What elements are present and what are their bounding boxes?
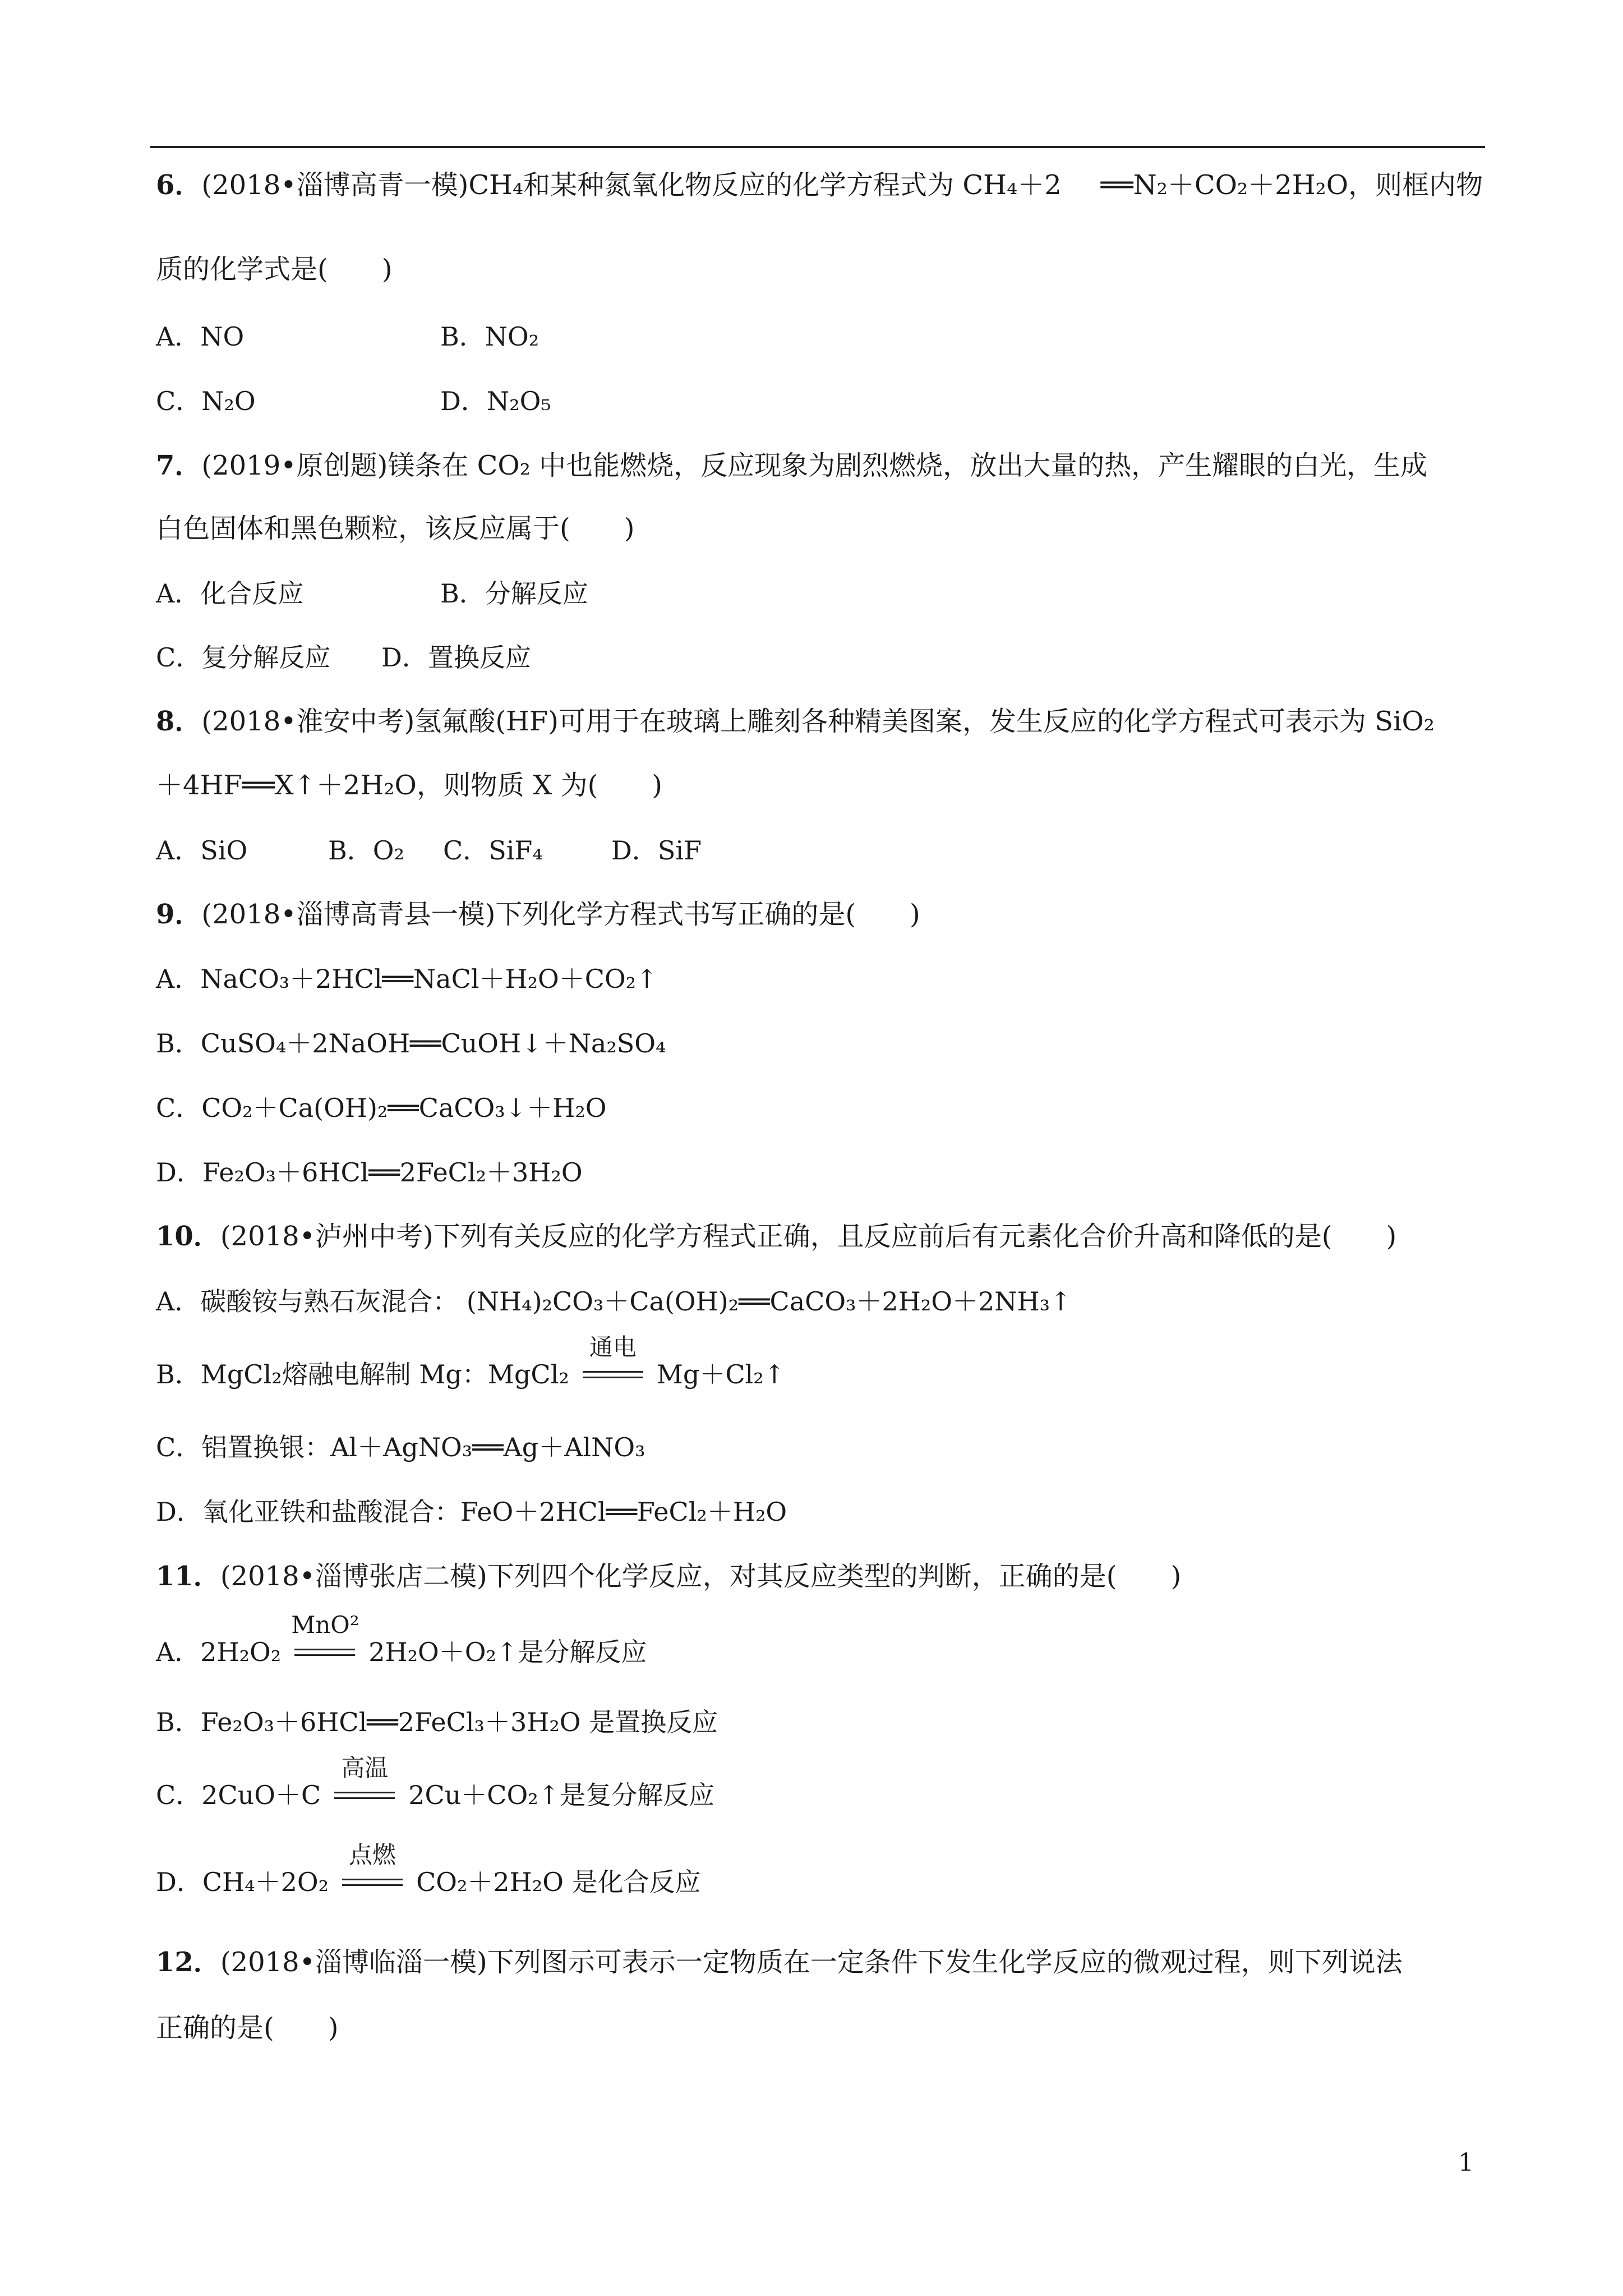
q11-option-d-post: CO₂＋2H₂O 是化合反应 — [416, 1867, 701, 1897]
q7-option-b: B．分解反应 — [440, 578, 588, 609]
condition-label: 高温 — [341, 1754, 389, 1782]
condition-arrow — [339, 1841, 406, 1901]
header-rule — [150, 146, 1485, 148]
page-number: 1 — [1458, 2148, 1474, 2177]
q9-option-d: D．Fe₂O₃＋6HCl══2FeCl₂＋3H₂O — [156, 1157, 583, 1188]
q9-number: 9． — [156, 899, 202, 930]
q12-number: 12． — [156, 1947, 220, 1978]
q10-option-c: C．铝置换银：Al＋AgNO₃══Ag＋AlNO₃ — [156, 1432, 645, 1462]
q11-option-c-post: 2Cu＋CO₂↑是复分解反应 — [408, 1780, 715, 1810]
q8-option-b: B．O₂ — [328, 835, 404, 866]
q6-line1 — [156, 168, 1483, 202]
q6-number: 6． — [156, 169, 202, 201]
q11-text: (2018•淄博张店二模)下列四个化学反应，对其反应类型的判断，正确的是( ) — [220, 1561, 1182, 1592]
q6-text-b: ══N₂＋CO₂＋2H₂O，则框内物 — [1100, 169, 1483, 201]
q11-option-a-post: 2H₂O＋O₂↑是分解反应 — [368, 1637, 647, 1667]
q11-line1 — [156, 1559, 1181, 1593]
q6-line2: 质的化学式是( ) — [156, 254, 393, 285]
q6-blank-box — [1062, 174, 1101, 201]
q11-number: 11． — [156, 1561, 220, 1592]
q7-line1 — [156, 449, 1427, 482]
q7-option-d: D．置换反应 — [381, 642, 531, 673]
q10-text: (2018•泸州中考)下列有关反应的化学方程式正确，且反应前后有元素化合价升高和降低的是( ) — [220, 1221, 1397, 1252]
q10-number: 10． — [156, 1221, 220, 1252]
q7-option-c: C．复分解反应 — [156, 642, 331, 673]
q10-option-a: A．碳酸铵与熟石灰混合： (NH₄)₂CO₃＋Ca(OH)₂══CaCO₃＋2H₂O＋2NH₃↑ — [156, 1286, 1072, 1317]
condition-label: MnO² — [291, 1611, 359, 1639]
q8-option-d: D．SiF — [611, 835, 702, 866]
q9-text: (2018•淄博高青县一模)下列化学方程式书写正确的是( ) — [201, 899, 920, 930]
q9-line1 — [156, 898, 920, 931]
q11-option-c — [156, 1754, 715, 1814]
q6-option-b: B．NO₂ — [440, 321, 540, 352]
q8-text: (2018•淮安中考)氢氟酸(HF)可用于在玻璃上雕刻各种精美图案，发生反应的化学方程式可表示为 SiO₂ — [201, 706, 1435, 737]
condition-label: 点燃 — [349, 1841, 396, 1869]
q12-line2: 正确的是( ) — [156, 2012, 339, 2044]
q11-option-b: B．Fe₂O₃＋6HCl══2FeCl₃＋3H₂O 是置换反应 — [156, 1707, 718, 1737]
condition-arrow — [579, 1333, 647, 1393]
q10-option-b — [156, 1333, 786, 1393]
q6-text-a: (2018•淄博高青一模)CH₄和某种氮氧化物反应的化学方程式为 CH₄＋2 — [201, 169, 1062, 201]
q11-option-c-pre: C．2CuO＋C — [156, 1780, 321, 1810]
q6-option-a: A．NO — [156, 321, 245, 352]
q12-text: (2018•淄博临淄一模)下列图示可表示一定物质在一定条件下发生化学反应的微观过程，则下列说法 — [220, 1947, 1403, 1978]
q8-line1 — [156, 705, 1435, 738]
q7-option-a: A．化合反应 — [156, 578, 304, 609]
q11-option-a-pre: A．2H₂O₂ — [156, 1637, 282, 1667]
condition-label: 通电 — [589, 1333, 637, 1361]
q9-option-a: A．NaCO₃＋2HCl══NaCl＋H₂O＋CO₂↑ — [156, 964, 658, 994]
q6-option-d: D．N₂O₅ — [440, 386, 551, 416]
q11-option-a — [156, 1611, 647, 1671]
q8-line2: ＋4HF══X↑＋2H₂O，则物质 X 为( ) — [156, 770, 663, 801]
q10-line1 — [156, 1220, 1396, 1253]
q7-text: (2019•原创题)镁条在 CO₂ 中也能燃烧，反应现象为剧烈燃烧，放出大量的热，产生耀眼的白光，生成 — [201, 450, 1428, 481]
q11-option-d — [156, 1841, 701, 1901]
q9-option-b: B．CuSO₄＋2NaOH══CuOH↓＋Na₂SO₄ — [156, 1028, 666, 1059]
condition-arrow — [291, 1611, 359, 1671]
q6-option-c: C．N₂O — [156, 386, 256, 416]
q8-option-a: A．SiO — [156, 835, 248, 866]
q8-option-c: C．SiF₄ — [443, 835, 543, 866]
q7-number: 7． — [156, 450, 202, 481]
q10-option-b-pre: B．MgCl₂熔融电解制 Mg：MgCl₂ — [156, 1359, 569, 1389]
condition-arrow — [331, 1754, 398, 1814]
q7-line2: 白色固体和黑色颗粒，该反应属于( ) — [156, 513, 635, 544]
q8-number: 8． — [156, 706, 202, 737]
q12-line1 — [156, 1945, 1403, 1979]
q10-option-b-post: Mg＋Cl₂↑ — [656, 1359, 786, 1389]
q10-option-d: D．氧化亚铁和盐酸混合：FeO＋2HCl══FeCl₂＋H₂O — [156, 1497, 787, 1527]
q11-option-d-pre: D．CH₄＋2O₂ — [156, 1867, 329, 1897]
q9-option-c: C．CO₂＋Ca(OH)₂══CaCO₃↓＋H₂O — [156, 1093, 607, 1123]
